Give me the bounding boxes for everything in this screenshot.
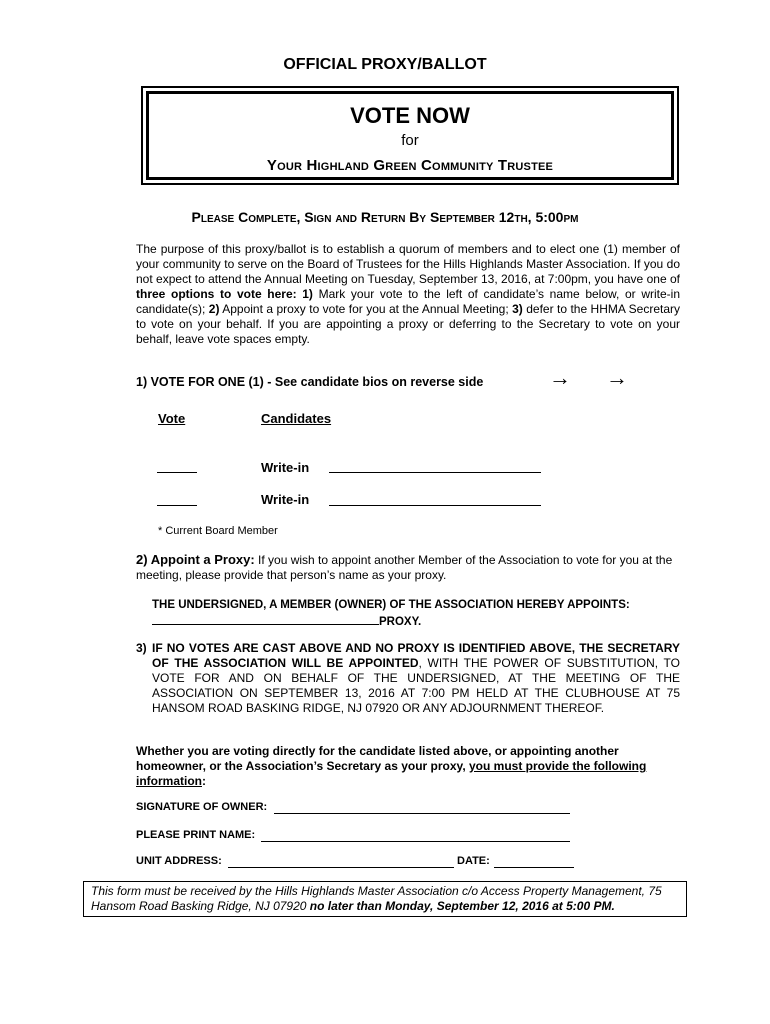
signature-label: SIGNATURE OF OWNER: bbox=[136, 801, 268, 813]
intro-paragraph bbox=[136, 242, 680, 347]
unit-address-field[interactable] bbox=[228, 867, 454, 868]
right-arrow-icon: → bbox=[549, 365, 571, 390]
footer-text: This form must be received by the Hills Highlands Master Association c/o Access Property Management, 75 Hansom Road Basking Ridge, NJ 07920 bbox=[91, 884, 662, 913]
intro-part2: Mark your vote to the left of candidate’s name below, or write-in candidate(s); bbox=[136, 287, 681, 316]
appoint-statement bbox=[152, 598, 684, 630]
appoint-text: THE UNDERSIGNED, A MEMBER (OWNER) OF THE ASSOCIATION HEREBY APPOINTS: bbox=[152, 599, 630, 611]
document-title: OFFICIAL PROXY/BALLOT bbox=[283, 56, 487, 73]
deadline-notice-box bbox=[83, 881, 687, 917]
proxy-line-row bbox=[152, 613, 684, 630]
whether-colon: : bbox=[202, 774, 206, 788]
for-text: for bbox=[401, 132, 419, 149]
writein-line-2[interactable] bbox=[329, 505, 541, 506]
writein-label-2: Write-in bbox=[261, 492, 310, 507]
vote-mark-line-1[interactable] bbox=[157, 472, 197, 473]
intro-bold3: 3) bbox=[512, 302, 523, 316]
vote-now-heading: VOTE NOW bbox=[350, 103, 470, 128]
writein-line-1[interactable] bbox=[329, 472, 541, 473]
current-board-member-note: * Current Board Member bbox=[158, 525, 278, 537]
intro-part3: Appoint a proxy to vote for you at the Annual Meeting; bbox=[219, 302, 513, 316]
proxy-name-line[interactable] bbox=[152, 613, 379, 625]
section3-body bbox=[152, 641, 680, 716]
candidates-column-header: Candidates bbox=[261, 411, 332, 426]
print-name-field[interactable] bbox=[261, 841, 570, 842]
deadline-notice bbox=[91, 884, 685, 914]
whether-text: Whether you are voting directly for the candidate listed above, or appointing another homeowner, or the Association’s Secretary as your proxy, bbox=[136, 744, 619, 773]
appoint-proxy-text: If you wish to appoint another Member of the Association to vote for you at the meeting, please provide that person’s name as your proxy. bbox=[136, 553, 673, 582]
proxy-suffix: PROXY. bbox=[379, 616, 422, 628]
section3-bold: IF NO VOTES ARE CAST ABOVE AND NO PROXY IS IDENTIFIED ABOVE, THE SECRETARY OF THE ASSOCIATION WILL BE APPOINTED bbox=[152, 641, 680, 670]
whether-underlined: you must provide the following information bbox=[136, 759, 647, 788]
vote-column-header: Vote bbox=[158, 411, 186, 426]
return-instruction: Please Complete, Sign and Return By September 12th, 5:00pm bbox=[191, 209, 579, 225]
intro-part1: The purpose of this proxy/ballot is to establish a quorum of members and to elect one (1) member of your community to serve on the Board of Trustees for the Hills Highlands Master Association. If you do not expect to attend the Annual Meeting on Tuesday, September 13, 2016, at 7:00pm, you have one of bbox=[136, 242, 680, 286]
required-info-statement bbox=[136, 744, 681, 789]
signature-field[interactable] bbox=[274, 813, 570, 814]
right-arrow-icon: → bbox=[606, 365, 628, 390]
intro-part4: defer to the HHMA Secretary to vote on your behalf. If you are appointing a proxy or deferring to the Secretary to vote on your behalf, leave vote spaces empty. bbox=[136, 302, 680, 346]
trustee-heading: Your Highland Green Community Trustee bbox=[266, 157, 554, 174]
title-banner-inner bbox=[146, 91, 674, 180]
secretary-section bbox=[136, 641, 680, 716]
intro-bold1: three options to vote here: 1) bbox=[136, 287, 313, 301]
vote-mark-line-2[interactable] bbox=[157, 505, 197, 506]
date-field[interactable] bbox=[494, 867, 574, 868]
print-name-label: PLEASE PRINT NAME: bbox=[136, 829, 256, 841]
appoint-proxy-title: 2) Appoint a Proxy: bbox=[136, 552, 255, 567]
writein-label-1: Write-in bbox=[261, 460, 310, 475]
intro-bold2: 2) bbox=[208, 302, 220, 316]
section3-text: , WITH THE POWER OF SUBSTITUTION, TO VOTE FOR AND ON BEHALF OF THE UNDERSIGNED, AT THE MEETING OF THE ASSOCIATION ON SEPTEMBER 13, 2016 AT 7:00 PM HELD AT THE CLUBHOUSE AT 75 HANSOM ROAD BASKING RIDGE, NJ 07920 OR ANY ADJOURNMENT THEREOF. bbox=[152, 656, 680, 715]
appoint-proxy-section bbox=[136, 552, 684, 583]
footer-deadline: no later than Monday, September 12, 2016 at 5:00 PM. bbox=[309, 899, 615, 913]
section3-number: 3) bbox=[136, 641, 147, 655]
date-label: DATE: bbox=[457, 855, 490, 867]
vote-for-one-heading: 1) VOTE FOR ONE (1) - See candidate bios on reverse side bbox=[136, 375, 484, 389]
unit-address-label: UNIT ADDRESS: bbox=[136, 855, 222, 867]
title-banner bbox=[141, 86, 679, 185]
